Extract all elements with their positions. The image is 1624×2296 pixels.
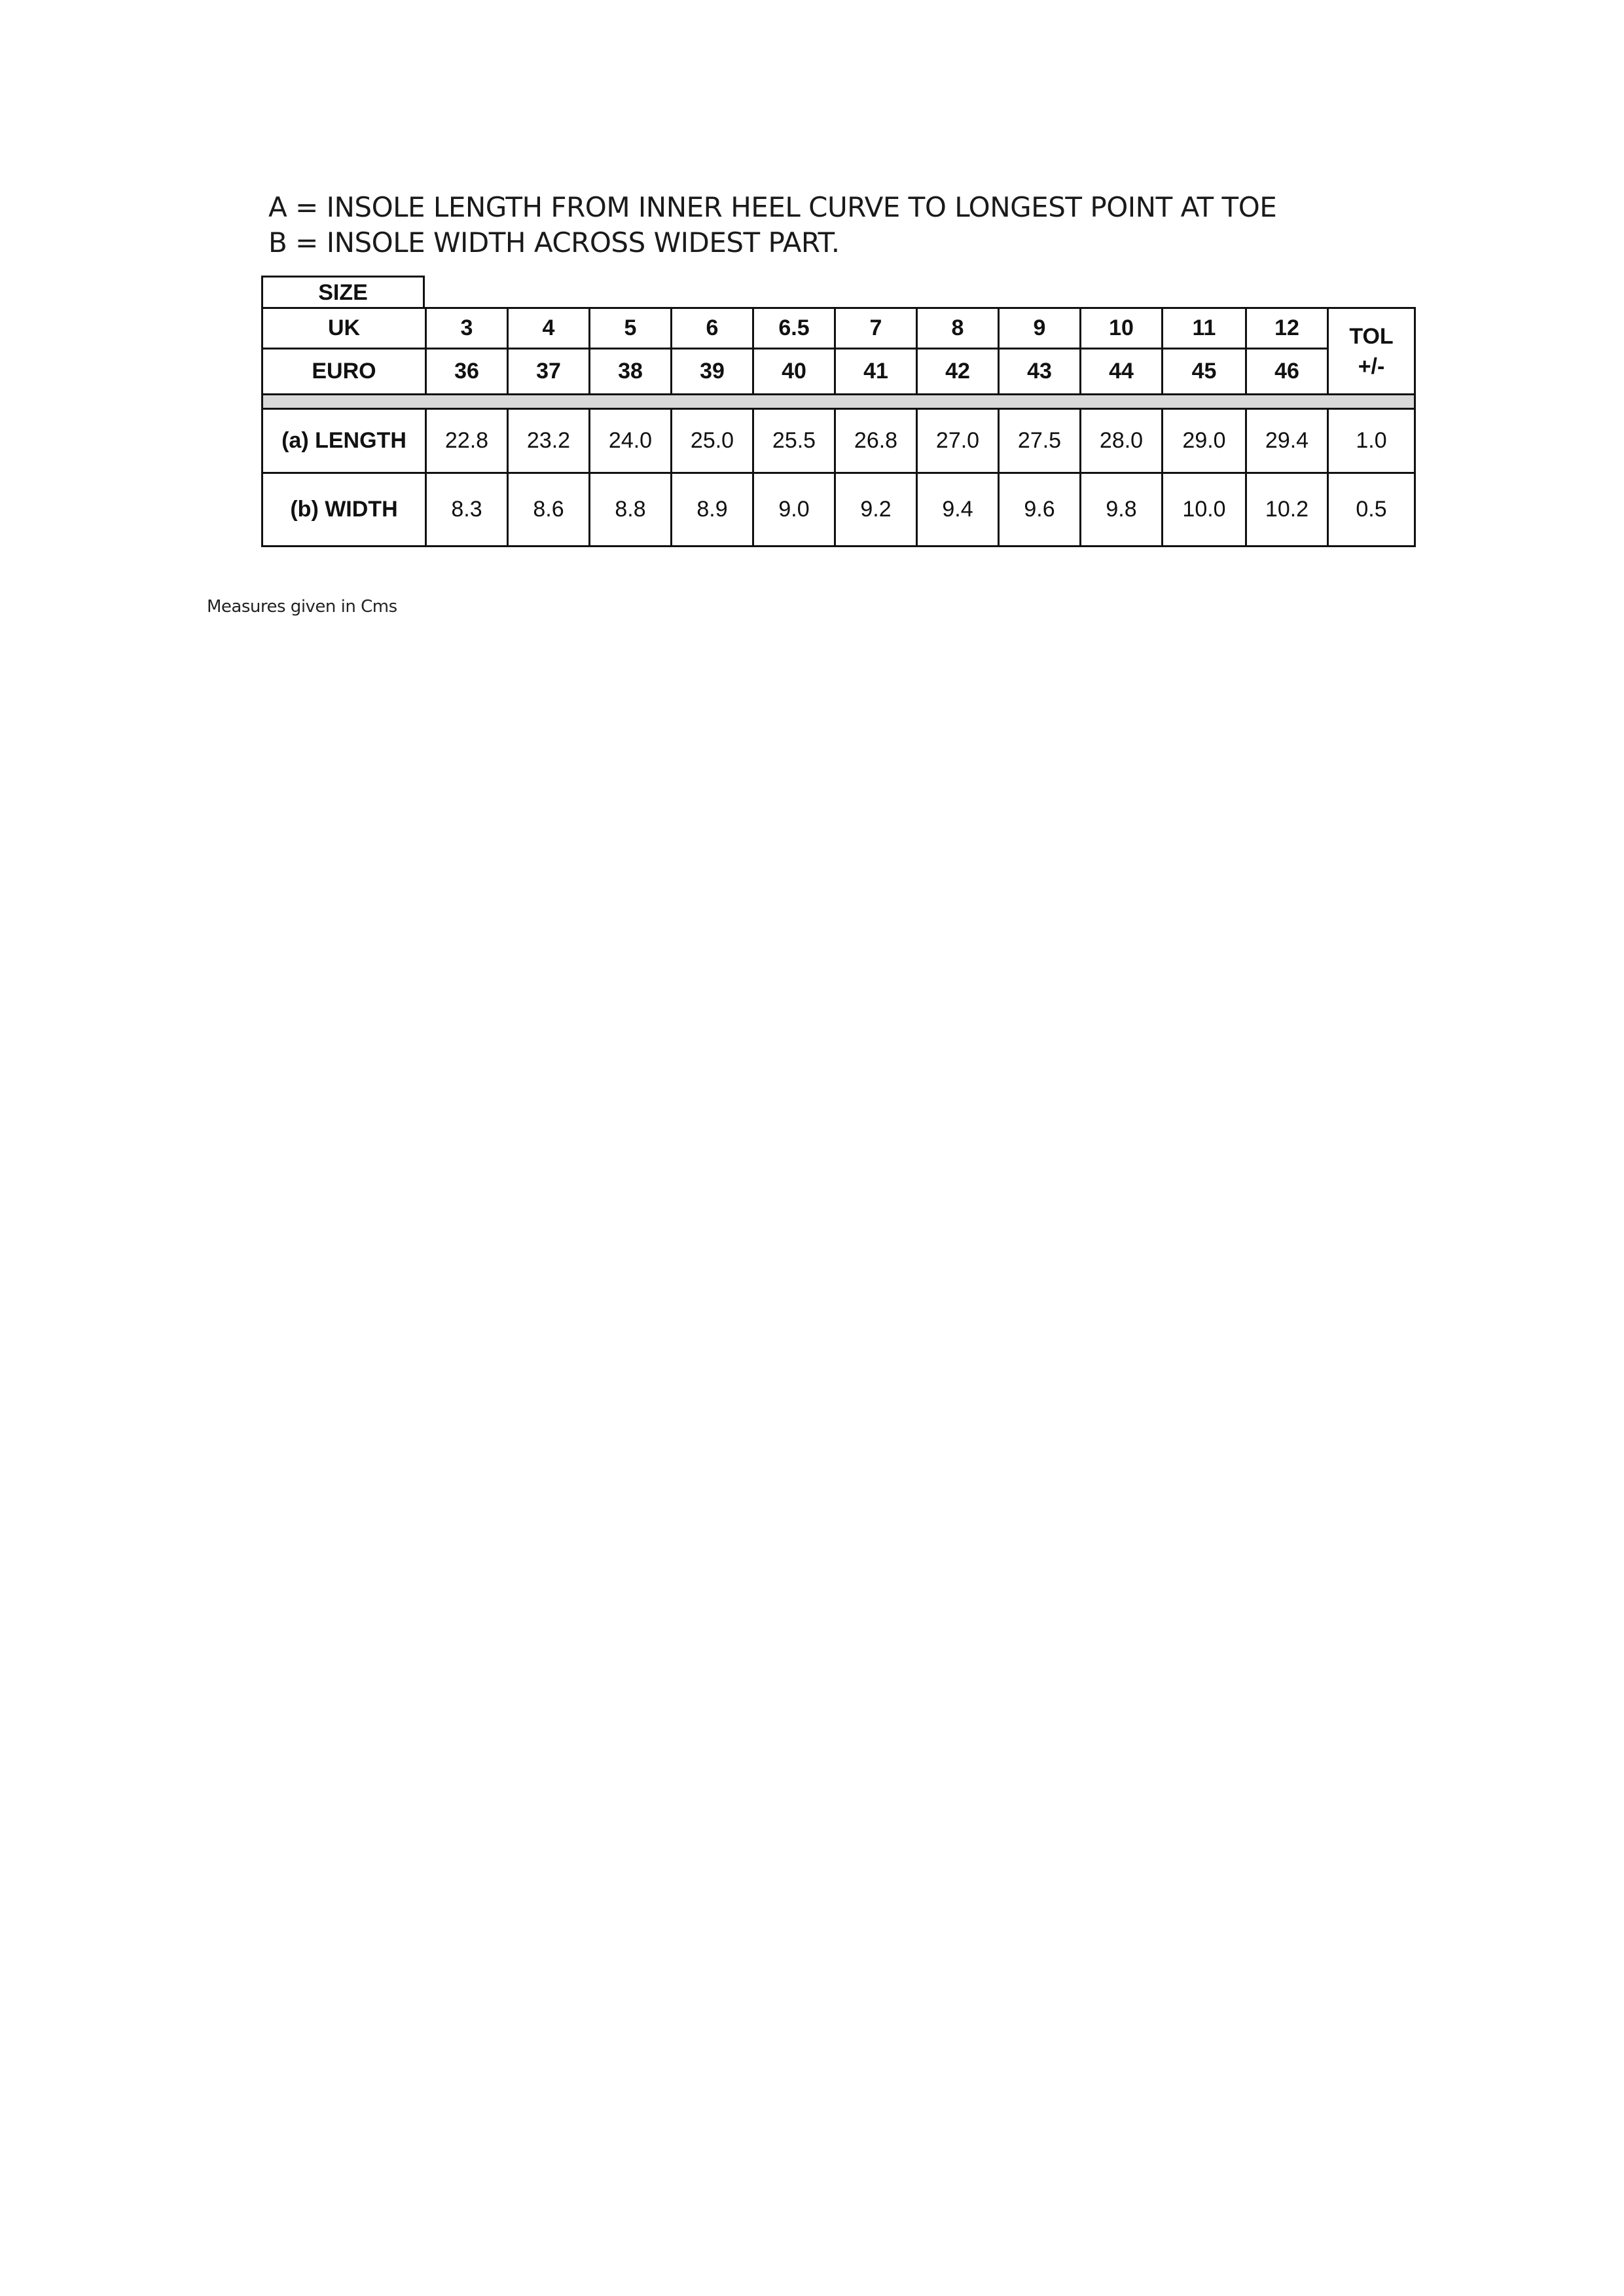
uk-size-cell: 12 bbox=[1246, 308, 1328, 349]
euro-size-cell: 40 bbox=[753, 349, 835, 395]
euro-size-cell: 43 bbox=[999, 349, 1081, 395]
euro-size-cell: 46 bbox=[1246, 349, 1328, 395]
width-cell: 8.6 bbox=[508, 473, 590, 547]
uk-size-cell: 11 bbox=[1163, 308, 1246, 349]
length-cell: 22.8 bbox=[426, 409, 508, 473]
width-tolerance: 0.5 bbox=[1328, 473, 1415, 547]
length-cell: 26.8 bbox=[835, 409, 917, 473]
tolerance-label: TOL bbox=[1349, 323, 1394, 349]
euro-size-cell: 39 bbox=[672, 349, 753, 395]
euro-size-cell: 45 bbox=[1163, 349, 1246, 395]
length-cell: 23.2 bbox=[508, 409, 590, 473]
width-label: (b) WIDTH bbox=[262, 473, 426, 547]
uk-size-row bbox=[262, 308, 1415, 349]
legend bbox=[268, 190, 1276, 260]
width-cell: 8.9 bbox=[672, 473, 753, 547]
euro-size-cell: 37 bbox=[508, 349, 590, 395]
width-cell: 8.8 bbox=[590, 473, 672, 547]
footnote: Measures given in Cms bbox=[207, 597, 397, 617]
width-cell: 10.0 bbox=[1163, 473, 1246, 547]
width-cell: 9.4 bbox=[917, 473, 999, 547]
length-row bbox=[262, 409, 1415, 473]
tolerance-sign: +/- bbox=[1358, 353, 1385, 379]
uk-size-cell: 6 bbox=[672, 308, 753, 349]
euro-size-cell: 44 bbox=[1081, 349, 1163, 395]
size-header: SIZE bbox=[261, 276, 425, 307]
length-cell: 25.0 bbox=[672, 409, 753, 473]
euro-size-cell: 36 bbox=[426, 349, 508, 395]
length-cell: 24.0 bbox=[590, 409, 672, 473]
legend-line-a: A = INSOLE LENGTH FROM INNER HEEL CURVE TO LONGEST POINT AT TOE bbox=[268, 191, 1277, 223]
length-cell: 29.0 bbox=[1163, 409, 1246, 473]
uk-size-cell: 7 bbox=[835, 308, 917, 349]
uk-size-cell: 5 bbox=[590, 308, 672, 349]
length-tolerance: 1.0 bbox=[1328, 409, 1415, 473]
length-label: (a) LENGTH bbox=[262, 409, 426, 473]
uk-size-cell: 10 bbox=[1081, 308, 1163, 349]
width-cell: 8.3 bbox=[426, 473, 508, 547]
length-cell: 28.0 bbox=[1081, 409, 1163, 473]
width-row bbox=[262, 473, 1415, 547]
uk-size-cell: 3 bbox=[426, 308, 508, 349]
uk-size-cell: 9 bbox=[999, 308, 1081, 349]
length-cell: 27.0 bbox=[917, 409, 999, 473]
euro-size-row bbox=[262, 349, 1415, 395]
length-cell: 27.5 bbox=[999, 409, 1081, 473]
tolerance-header bbox=[1328, 308, 1415, 395]
size-chart-table bbox=[261, 307, 1416, 547]
width-cell: 9.8 bbox=[1081, 473, 1163, 547]
width-cell: 9.0 bbox=[753, 473, 835, 547]
separator-bar bbox=[262, 395, 1415, 409]
separator-row bbox=[262, 395, 1415, 409]
euro-label: EURO bbox=[262, 349, 426, 395]
uk-size-cell: 8 bbox=[917, 308, 999, 349]
uk-size-cell: 6.5 bbox=[753, 308, 835, 349]
euro-size-cell: 41 bbox=[835, 349, 917, 395]
width-cell: 9.2 bbox=[835, 473, 917, 547]
length-cell: 29.4 bbox=[1246, 409, 1328, 473]
uk-label: UK bbox=[262, 308, 426, 349]
euro-size-cell: 42 bbox=[917, 349, 999, 395]
euro-size-cell: 38 bbox=[590, 349, 672, 395]
length-cell: 25.5 bbox=[753, 409, 835, 473]
width-cell: 10.2 bbox=[1246, 473, 1328, 547]
width-cell: 9.6 bbox=[999, 473, 1081, 547]
legend-line-b: B = INSOLE WIDTH ACROSS WIDEST PART. bbox=[268, 226, 840, 259]
uk-size-cell: 4 bbox=[508, 308, 590, 349]
